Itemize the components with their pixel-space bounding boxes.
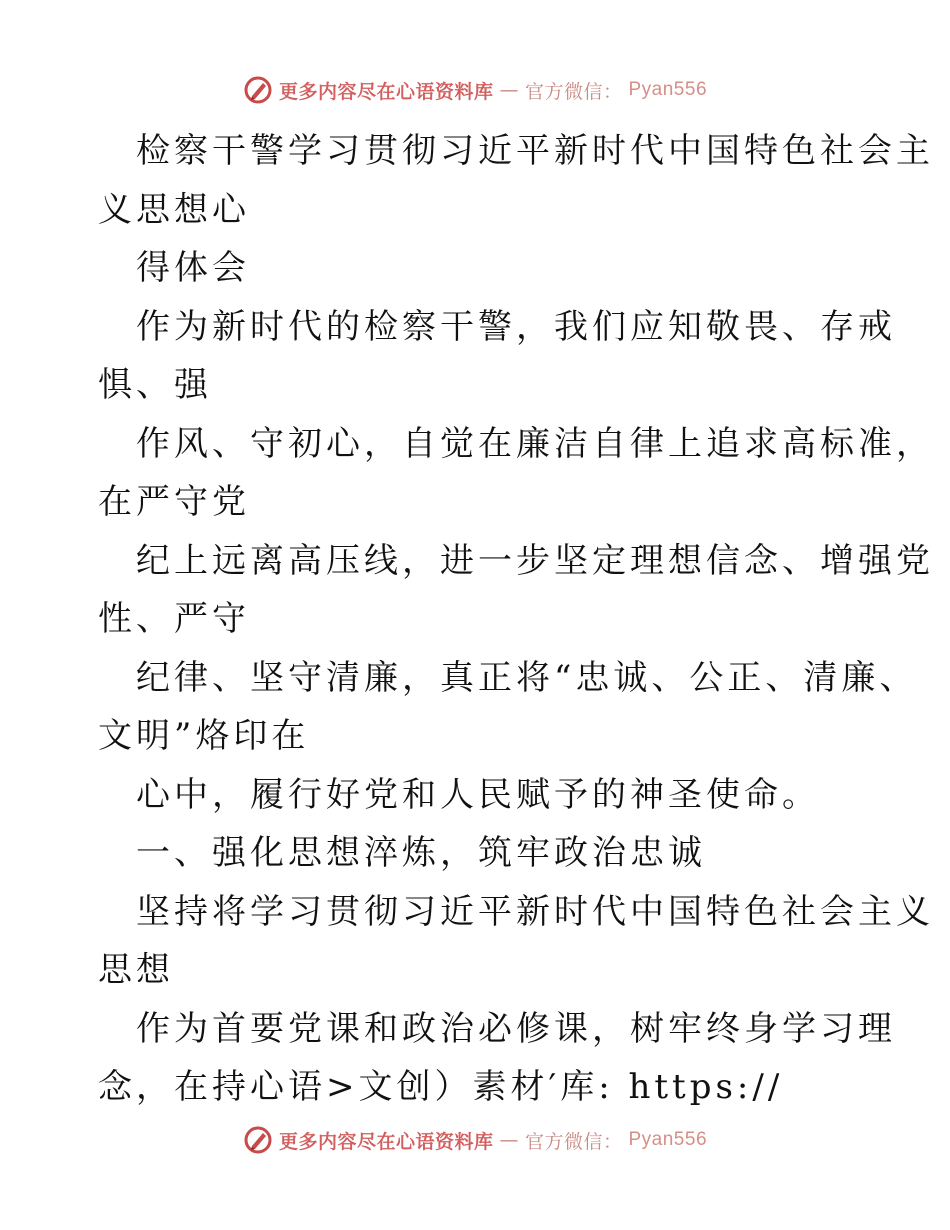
- pen-logo-icon: [243, 75, 273, 105]
- text-line: 一、强化思想淬炼，筑牢政治忠诚: [136, 833, 706, 873]
- text-line: 思想: [98, 950, 174, 990]
- text-line: 义思想心: [98, 189, 250, 230]
- text-line: 纪上远离高压线，进一步坚定理想信念、增强党: [136, 540, 934, 581]
- watermark-brand: 更多内容尽在心语资料库: [278, 80, 494, 103]
- watermark-contact-label: 官方微信：: [524, 80, 623, 103]
- text-line: 坚持将学习贯彻习近平新时代中国特色社会主义: [136, 891, 934, 932]
- text-line: 文明”烙印在: [98, 716, 310, 756]
- text-line: 作为新时代的检察干警，我们应知敬畏、存戒: [136, 306, 896, 347]
- footer-watermark: [0, 1120, 950, 1160]
- text-line: 在严守党: [98, 482, 250, 522]
- text-line: 念，在持心语>文创）素材′库: https://: [98, 1067, 784, 1107]
- watermark-contact-id: Pyan556: [628, 1129, 708, 1150]
- text-line: 性、严守: [98, 599, 250, 639]
- document-body: [98, 122, 934, 1117]
- text-line: 作风、守初心，自觉在廉洁自律上追求高标准，: [136, 423, 934, 464]
- watermark-brand: 更多内容尽在心语资料库: [278, 1130, 494, 1153]
- text-line: 惧、强: [98, 365, 212, 405]
- watermark-contact-id: Pyan556: [628, 79, 708, 100]
- text-line: 纪律、坚守清廉，真正将“忠诚、公正、清廉、: [136, 657, 918, 698]
- watermark-separator: —: [499, 1129, 519, 1151]
- text-line: 作为首要党课和政治必修课，树牢终身学习理: [136, 1008, 896, 1049]
- header-watermark: [0, 70, 950, 110]
- pen-logo-icon: [243, 1125, 273, 1155]
- text-line: 检察干警学习贯彻习近平新时代中国特色社会主: [136, 131, 934, 171]
- text-line: 得体会: [136, 248, 250, 288]
- watermark-separator: —: [499, 79, 519, 101]
- text-line: 心中，履行好党和人民赋予的神圣使命。: [136, 774, 820, 815]
- watermark-contact-label: 官方微信：: [524, 1130, 623, 1153]
